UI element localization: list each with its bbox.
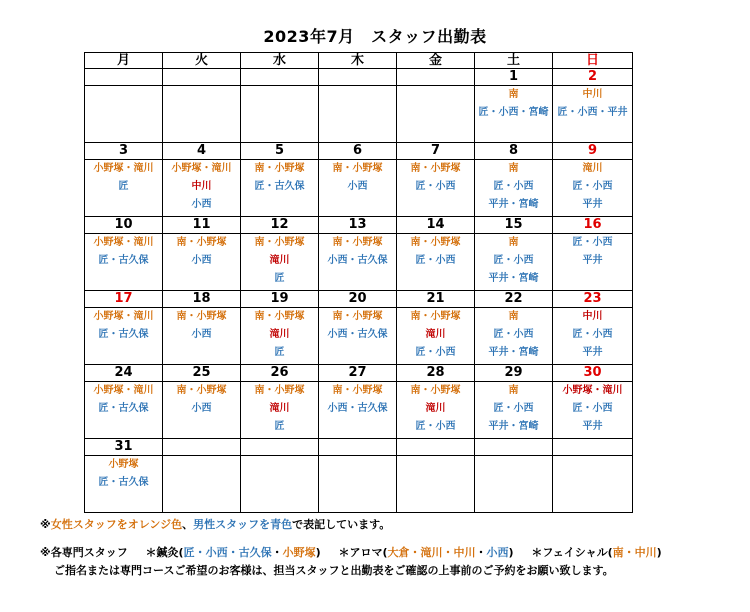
staff-line (163, 178, 240, 196)
staff-line (475, 160, 552, 178)
staff-cell (85, 382, 163, 439)
staff-line (553, 86, 632, 104)
staff-names: 南・小野塚 (254, 163, 305, 174)
staff-names: 小野塚・滝川 (93, 237, 154, 248)
staff-line (241, 382, 318, 400)
note-segment: で表記しています。 (292, 518, 391, 531)
date-number-cell (163, 439, 241, 456)
staff-cell (85, 456, 163, 513)
staff-row (85, 382, 633, 439)
staff-names: 小野塚・滝川 (171, 163, 232, 174)
staff-line (553, 418, 632, 436)
staff-names: 小西 (191, 199, 212, 210)
staff-cell (397, 308, 475, 365)
date-number-cell: 28 (397, 365, 475, 382)
staff-names: 匠・小西 (415, 181, 456, 192)
note-segment: ) (656, 546, 662, 559)
staff-line (85, 252, 162, 270)
staff-names: 小西 (191, 329, 212, 340)
staff-cell (319, 308, 397, 365)
staff-names: 南 (508, 237, 519, 248)
staff-line (241, 308, 318, 326)
date-number-cell: 20 (319, 291, 397, 308)
staff-names: 平井・宮崎 (488, 199, 539, 210)
staff-line (475, 418, 552, 436)
staff-line (241, 178, 318, 196)
date-number-cell: 26 (241, 365, 319, 382)
staff-line (85, 474, 162, 492)
staff-names: 匠・古久保 (98, 255, 149, 266)
staff-cell (475, 86, 553, 143)
staff-names: 平井 (582, 347, 603, 358)
staff-line (85, 234, 162, 252)
note-segment: 男性スタッフを青色 (193, 518, 293, 531)
date-number-cell (241, 69, 319, 86)
staff-names: 小西 (347, 181, 368, 192)
date-number-cell (163, 69, 241, 86)
staff-names: 南・小野塚 (410, 385, 461, 396)
staff-names: 南 (508, 385, 519, 396)
staff-line (241, 252, 318, 270)
staff-line (397, 252, 474, 270)
staff-names: 匠・小西 (415, 421, 456, 432)
staff-line (397, 160, 474, 178)
staff-names: 南 (508, 163, 519, 174)
staff-cell (241, 160, 319, 217)
staff-line (475, 234, 552, 252)
weekday-thu: 木 (319, 53, 397, 69)
date-number-cell: 2 (553, 69, 633, 86)
staff-names: 南・小野塚 (332, 385, 383, 396)
staff-line (475, 86, 552, 104)
staff-cell (397, 160, 475, 217)
staff-names: 平井 (582, 255, 603, 266)
staff-cell (553, 234, 633, 291)
staff-names: 匠 (274, 273, 285, 284)
weekday-tue: 火 (163, 53, 241, 69)
staff-names: 小西・古久保 (327, 403, 388, 414)
note-segment: ＊フェイシャル( (531, 546, 613, 559)
date-row (85, 365, 633, 382)
note-segment: ) (315, 546, 321, 559)
date-number-cell: 25 (163, 365, 241, 382)
staff-names: 匠・小西・宮崎 (478, 107, 549, 118)
staff-cell (553, 456, 633, 513)
staff-names: 匠・古久保 (254, 181, 305, 192)
note-segment: ※各専門スタッフ (40, 546, 128, 559)
staff-line (475, 308, 552, 326)
specialist-note (40, 544, 730, 560)
staff-line (163, 252, 240, 270)
date-number-cell: 10 (85, 217, 163, 234)
staff-line (553, 344, 632, 362)
weekday-wed: 水 (241, 53, 319, 69)
staff-line (475, 270, 552, 288)
staff-line (163, 382, 240, 400)
note-segment: ・ (475, 546, 487, 559)
staff-cell (319, 86, 397, 143)
staff-names: 南・小野塚 (332, 311, 383, 322)
staff-line (475, 382, 552, 400)
date-number-cell (319, 439, 397, 456)
note-segment: ・ (271, 546, 283, 559)
date-number-cell: 12 (241, 217, 319, 234)
staff-names: 南・小野塚 (410, 237, 461, 248)
date-number-cell: 4 (163, 143, 241, 160)
staff-line (85, 160, 162, 178)
staff-names: 平井・宮崎 (488, 347, 539, 358)
staff-cell (163, 382, 241, 439)
staff-cell (241, 456, 319, 513)
staff-line (319, 178, 396, 196)
staff-names: 小西・古久保 (327, 329, 388, 340)
staff-line (319, 400, 396, 418)
note-segment: 、 (182, 518, 194, 531)
date-number-cell: 15 (475, 217, 553, 234)
staff-line (553, 252, 632, 270)
staff-line (163, 400, 240, 418)
staff-names: 南・小野塚 (332, 163, 383, 174)
staff-line (397, 382, 474, 400)
staff-line (397, 308, 474, 326)
staff-line (397, 178, 474, 196)
staff-line (85, 308, 162, 326)
staff-line (475, 326, 552, 344)
staff-names: 匠 (274, 421, 285, 432)
date-number-cell (475, 439, 553, 456)
staff-line (475, 178, 552, 196)
date-number-cell: 7 (397, 143, 475, 160)
staff-names: 匠・古久保 (98, 477, 149, 488)
date-number-cell: 1 (475, 69, 553, 86)
staff-line (85, 456, 162, 474)
staff-line (85, 400, 162, 418)
schedule-calendar (84, 52, 633, 513)
staff-cell (397, 234, 475, 291)
staff-names: 匠・小西 (493, 181, 534, 192)
date-row (85, 439, 633, 456)
staff-cell (475, 456, 553, 513)
date-row (85, 143, 633, 160)
staff-cell (475, 308, 553, 365)
weekday-sun: 日 (553, 53, 633, 69)
date-number-cell: 14 (397, 217, 475, 234)
staff-line (85, 178, 162, 196)
staff-line (163, 196, 240, 214)
date-number-cell (241, 439, 319, 456)
staff-line (397, 234, 474, 252)
staff-line (553, 160, 632, 178)
staff-cell (553, 86, 633, 143)
staff-names: 匠・小西 (572, 237, 613, 248)
date-number-cell: 21 (397, 291, 475, 308)
staff-names: 匠・小西・平井 (557, 107, 628, 118)
staff-cell (397, 382, 475, 439)
date-number-cell (319, 69, 397, 86)
staff-line (553, 104, 632, 122)
staff-names: 滝川 (425, 403, 446, 414)
staff-line (319, 308, 396, 326)
staff-line (319, 382, 396, 400)
date-row (85, 69, 633, 86)
staff-names: 滝川 (269, 329, 290, 340)
note-segment: ※ (40, 518, 51, 531)
staff-line (241, 400, 318, 418)
date-number-cell: 8 (475, 143, 553, 160)
date-number-cell: 27 (319, 365, 397, 382)
staff-cell (163, 456, 241, 513)
staff-names: 滝川 (582, 163, 603, 174)
staff-row (85, 86, 633, 143)
staff-line (241, 270, 318, 288)
staff-row (85, 234, 633, 291)
staff-names: 中川 (582, 89, 603, 100)
staff-names: 滝川 (269, 255, 290, 266)
staff-line (553, 196, 632, 214)
staff-line (163, 308, 240, 326)
staff-line (553, 382, 632, 400)
staff-names: 小野塚 (108, 459, 139, 470)
date-number-cell: 3 (85, 143, 163, 160)
staff-cell (397, 86, 475, 143)
date-number-cell: 29 (475, 365, 553, 382)
staff-names: 南・小野塚 (176, 311, 227, 322)
staff-names: 小野塚・滝川 (93, 311, 154, 322)
date-number-cell: 19 (241, 291, 319, 308)
staff-line (475, 252, 552, 270)
booking-note: ご指名または専門コースご希望のお客様は、担当スタッフと出勤表をご確認の上事前のご予約をお願い致します。 (54, 564, 614, 577)
staff-names: 南 (508, 89, 519, 100)
staff-names: 匠・小西 (493, 403, 534, 414)
staff-cell (85, 160, 163, 217)
staff-line (163, 234, 240, 252)
staff-names: 南・小野塚 (410, 163, 461, 174)
staff-names: 南・小野塚 (332, 237, 383, 248)
staff-names: 南・小野塚 (254, 311, 305, 322)
staff-cell (241, 86, 319, 143)
staff-cell (163, 86, 241, 143)
staff-line (163, 326, 240, 344)
staff-line (397, 400, 474, 418)
staff-row (85, 308, 633, 365)
staff-cell (553, 308, 633, 365)
date-row (85, 291, 633, 308)
date-number-cell: 31 (85, 439, 163, 456)
note-segment: 南・中川 (612, 546, 657, 559)
legend-notes (40, 516, 730, 578)
staff-cell (85, 308, 163, 365)
staff-names: 匠・小西 (572, 181, 613, 192)
staff-line (475, 344, 552, 362)
staff-cell (319, 160, 397, 217)
weekday-sat: 土 (475, 53, 553, 69)
note-segment: 匠・小西・古久保 (183, 546, 272, 559)
note-segment: ) (508, 546, 514, 559)
weekday-fri: 金 (397, 53, 475, 69)
staff-names: 南・小野塚 (410, 311, 461, 322)
staff-cell (163, 234, 241, 291)
staff-line (241, 234, 318, 252)
staff-names: 平井 (582, 421, 603, 432)
page-title: 2023年7月 スタッフ出勤表 (263, 27, 487, 46)
staff-cell (397, 456, 475, 513)
staff-line (553, 326, 632, 344)
staff-names: 匠・小西 (572, 403, 613, 414)
staff-line (319, 326, 396, 344)
staff-names: 匠・小西 (493, 255, 534, 266)
staff-line (553, 308, 632, 326)
staff-cell (163, 308, 241, 365)
staff-cell (241, 308, 319, 365)
staff-names: 小西 (191, 403, 212, 414)
staff-line (553, 178, 632, 196)
staff-names: 匠・小西 (493, 329, 534, 340)
staff-line (319, 160, 396, 178)
staff-cell (319, 234, 397, 291)
staff-line (319, 252, 396, 270)
staff-names: 南・小野塚 (176, 385, 227, 396)
staff-line (475, 400, 552, 418)
staff-line (241, 418, 318, 436)
staff-names: 平井・宮崎 (488, 421, 539, 432)
note-segment: 大倉・滝川・中川 (387, 546, 476, 559)
staff-line (241, 160, 318, 178)
note-segment: ＊鍼灸( (145, 546, 184, 559)
date-number-cell: 5 (241, 143, 319, 160)
date-number-cell: 13 (319, 217, 397, 234)
staff-line (397, 326, 474, 344)
staff-line (319, 234, 396, 252)
staff-row (85, 456, 633, 513)
date-row (85, 217, 633, 234)
staff-line (241, 326, 318, 344)
staff-names: 平井 (582, 199, 603, 210)
date-number-cell (397, 439, 475, 456)
date-number-cell: 17 (85, 291, 163, 308)
staff-names: 匠・古久保 (98, 403, 149, 414)
staff-names: 匠・小西 (572, 329, 613, 340)
staff-cell (319, 382, 397, 439)
staff-line (553, 234, 632, 252)
staff-cell (475, 234, 553, 291)
date-number-cell: 18 (163, 291, 241, 308)
staff-names: 南・小野塚 (176, 237, 227, 248)
staff-line (397, 344, 474, 362)
date-number-cell: 24 (85, 365, 163, 382)
staff-cell (553, 160, 633, 217)
staff-names: 滝川 (269, 403, 290, 414)
staff-cell (85, 86, 163, 143)
staff-names: 小西・古久保 (327, 255, 388, 266)
staff-line (397, 418, 474, 436)
staff-cell (241, 382, 319, 439)
staff-names: 南・小野塚 (254, 237, 305, 248)
note-segment: 小西 (486, 546, 509, 559)
staff-names: 小西 (191, 255, 212, 266)
staff-names: 小野塚・滝川 (562, 385, 623, 396)
staff-names: 匠・古久保 (98, 329, 149, 340)
staff-row (85, 160, 633, 217)
staff-names: 匠 (274, 347, 285, 358)
staff-line (475, 104, 552, 122)
staff-cell (553, 382, 633, 439)
date-number-cell: 11 (163, 217, 241, 234)
staff-line (553, 400, 632, 418)
weekday-mon: 月 (85, 53, 163, 69)
staff-names: 匠・小西 (415, 255, 456, 266)
staff-names: 小野塚・滝川 (93, 163, 154, 174)
staff-names: 中川 (191, 181, 212, 192)
date-number-cell (553, 439, 633, 456)
staff-names: 滝川 (425, 329, 446, 340)
staff-line (241, 344, 318, 362)
staff-names: 南・小野塚 (254, 385, 305, 396)
staff-line (475, 196, 552, 214)
staff-names: 匠・小西 (415, 347, 456, 358)
staff-cell (85, 234, 163, 291)
note-segment: 女性スタッフをオレンジ色 (50, 518, 183, 531)
date-number-cell: 16 (553, 217, 633, 234)
staff-cell (475, 382, 553, 439)
staff-line (85, 326, 162, 344)
staff-names: 小野塚・滝川 (93, 385, 154, 396)
date-number-cell: 6 (319, 143, 397, 160)
staff-names: 匠 (118, 181, 129, 192)
date-number-cell (85, 69, 163, 86)
staff-names: 平井・宮崎 (488, 273, 539, 284)
staff-names: 南 (508, 311, 519, 322)
note-segment: ＊アロマ( (338, 546, 388, 559)
staff-cell (319, 456, 397, 513)
note-segment: 小野塚 (282, 546, 316, 559)
date-number-cell: 30 (553, 365, 633, 382)
date-number-cell: 23 (553, 291, 633, 308)
weekday-header-row (85, 53, 633, 69)
staff-cell (163, 160, 241, 217)
date-number-cell: 9 (553, 143, 633, 160)
staff-line (85, 382, 162, 400)
staff-line (163, 160, 240, 178)
date-number-cell (397, 69, 475, 86)
staff-cell (241, 234, 319, 291)
color-legend-note (40, 516, 730, 532)
date-number-cell: 22 (475, 291, 553, 308)
staff-cell (475, 160, 553, 217)
staff-names: 中川 (582, 311, 603, 322)
